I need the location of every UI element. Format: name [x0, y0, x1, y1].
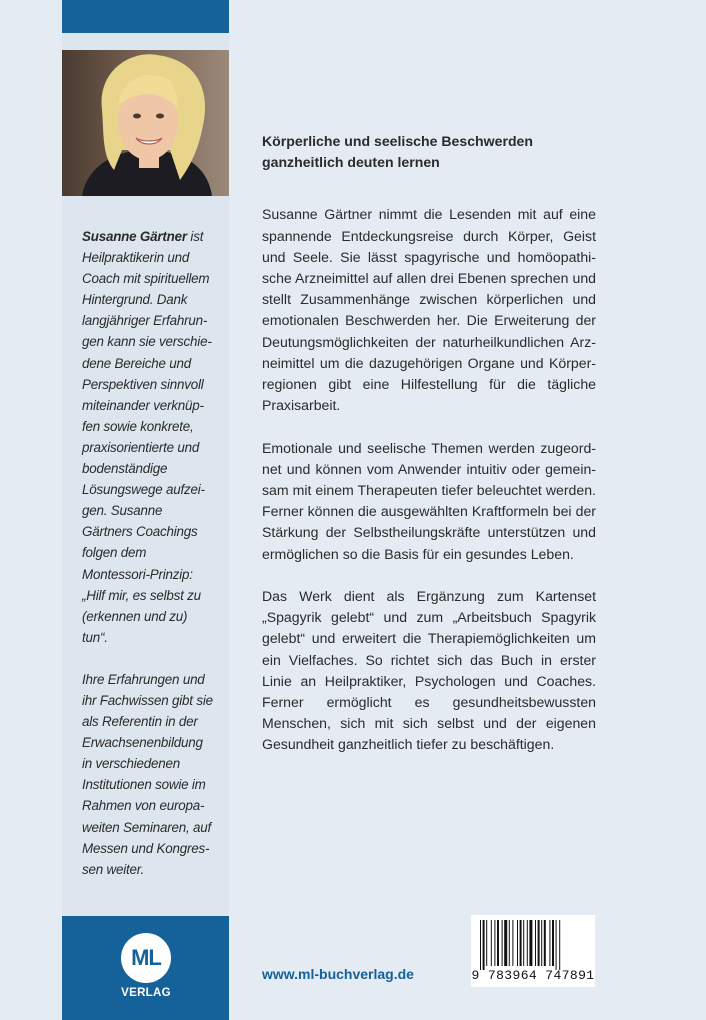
headline-line-2: ganzheitlich deuten lernen: [262, 154, 440, 171]
back-cover-text: [262, 131, 596, 777]
bio-paragraph-1: [82, 226, 214, 648]
logo-wordmark: VERLAG: [121, 987, 171, 999]
author-photo: [62, 50, 229, 196]
publisher-website-link[interactable]: www.ml-buchverlag.de: [262, 966, 414, 982]
publisher-logo: [117, 933, 175, 1003]
author-bio: [82, 226, 214, 901]
top-accent-bar: [62, 0, 229, 33]
barcode-bars-icon: [480, 920, 586, 970]
body-paragraph-1: Susanne Gärtner nimmt die Lesenden mit auf eine spannende Entdeckungsreise durch Körper, Geist und Seele. Sie lässt spagyrische und homöopathische Arzneimittel auf allen drei Ebenen sprechen und stellt Zusammenhänge zwischen körperlichen und emotionalen Beschwerden her. Die Erweiterung der Deutungsmöglichkeiten der naturheilkundlichen Arzneimittel um die dazugehörigen Organe und Körperregionen gibt eine Hilfestellung für die tägliche Praxisarbeit.: [262, 206, 596, 414]
headline-line-1: Körperliche und seelische Beschwerden: [262, 133, 534, 149]
publisher-box: [62, 916, 229, 1020]
body-paragraph-2: Emotionale und seelische Themen werden zugeordnet und können vom Anwender intuitiv oder gemeinsam mit einem Therapeuten tiefer beleuchtet werden. Ferner können die ausgewählten Kraftformeln bei der Stärkung der Selbstheilungskräfte unterstützen und ermöglichen so die Basis für ein gesundes Leben.: [262, 439, 596, 562]
bio-text-1: ist Heilpraktikerin und Coach mit spirituellem Hintergrund. Dank langjähriger Erfahrungen kann sie verschiedene Bereiche und Perspektiven sinnvoll miteinander verknüpfen sowie konkrete, praxisorientierte und bodenständige Lösungswege aufzeigen. Susanne Gärtners Coachings folgen dem Montessori-Prinzip: „Hilf mir, es selbst zu (erkennen und zu) tun“.: [82, 229, 212, 645]
body-paragraph-3: Das Werk dient als Ergänzung zum Kartenset „Spagyrik gelebt“ und zum „Arbeitsbuch Spagyrik gelebt“ und erweitert die Therapiemöglichkeiten um ein Vielfaches. So richtet sich das Buch in erster Linie an Heilpraktiker, Psychologen und Coaches. Ferner ermöglicht es gesundheitsbewussten Menschen, sich mit sich selbst und der eigenen Gesundheit ganzheitlich tiefer zu beschäftigen.: [262, 588, 596, 753]
isbn-number: 9 783964 747891: [471, 968, 595, 983]
headline: [262, 131, 596, 173]
bio-paragraph-2: Ihre Erfahrungen und ihr Fachwissen gibt sie als Referentin in der Erwachsenenbildung in verschiedenen Institutionen sowie im Rahmen von europaweiten Seminaren, auf Messen und Kongressen weiter.: [82, 671, 213, 877]
isbn-barcode: [471, 915, 595, 987]
author-name: Susanne Gärtner: [82, 229, 187, 244]
logo-circle-icon: ML: [121, 933, 171, 983]
